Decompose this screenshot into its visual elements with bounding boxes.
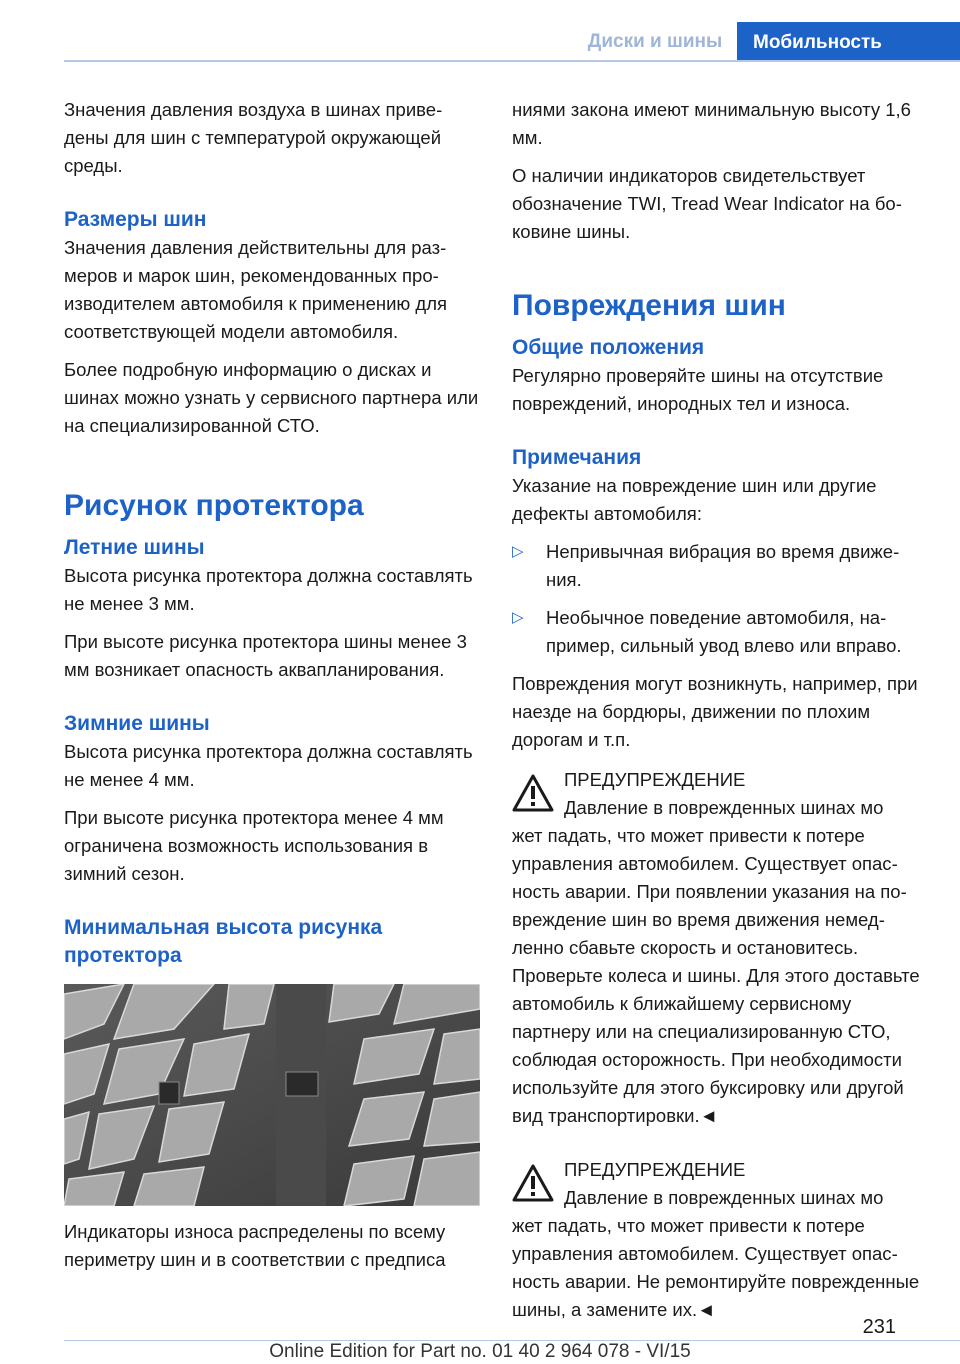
figure-caption: Индикаторы износа распределены по всему периметру шин и в соответствии с предписа [64, 1221, 446, 1270]
triangle-bullet-icon: ▷ [512, 609, 524, 626]
tire-sizes-paragraph-2: Более подробную информацию о дисках и шинах можно узнать у сервисного партнера или на специализированной СТО. [64, 359, 479, 436]
list-item [512, 604, 928, 660]
tire-tread-illustration [64, 984, 480, 1206]
warning-triangle-icon [512, 1156, 564, 1212]
triangle-bullet-icon: ▷ [512, 543, 524, 560]
header-section-title: Диски и шины [587, 31, 723, 52]
summer-paragraph-1: Высота рисунка протектора должна составлять не менее 3 мм. [64, 565, 473, 614]
winter-paragraph-2: При высоте рисунка протектора менее 4 мм ограничена возможность использования в зимний сезон. [64, 807, 444, 884]
list-item-text: Непривычная вибрация во время движения. [546, 541, 900, 590]
continued-paragraph-2: О наличии индикаторов свидетельствует обозначение TWI, Tread Wear Indicator на боковине шины. [512, 165, 902, 242]
notes-paragraph: Указание на повреждение шин или другие дефекты автомобиля: [512, 475, 877, 524]
warning-block-1 [512, 766, 928, 1130]
footer-edition: Online Edition for Part no. 01 40 2 964 078 - VI/15 [269, 1341, 691, 1362]
notes-heading: Примечания [512, 446, 642, 469]
warning-1-text: жет падать, что может привести к потере управления автомобилем. Существует опасность аварии. При появлении указания на повреждение шин во время движения немедленно сбавьте скорость и остановитесь. Проверьте колеса и шины. Для этого доставьте автомобиль к ближайшему сервисному партнеру или на специализированную СТО, соблюдая осторожность. При необходимости используйте для этого буксировку или другой вид транспортировки.◄ [512, 825, 920, 1126]
list-item [512, 538, 928, 594]
tire-damage-heading: Повреждения шин [512, 289, 786, 322]
warning-2-title: ПРЕДУПРЕЖДЕНИЕ [564, 1159, 746, 1180]
tire-sizes-paragraph-1: Значения давления действительны для размеров и марок шин, рекомендованных производителем автомобиля к применению для соответствующей модели автомобиля. [64, 237, 448, 342]
summer-tires-heading: Летние шины [64, 536, 205, 559]
warning-block-2 [512, 1156, 928, 1324]
header-chapter-tab: Мобильность [737, 22, 960, 62]
tread-heading: Рисунок протектора [64, 489, 364, 522]
general-heading: Общие положения [512, 336, 705, 359]
intro-paragraph: Значения давления воздуха в шинах приведены для шин с температурой окружающей среды. [64, 99, 443, 176]
list-item-text: Необычное поведение автомобиля, например, сильный увод влево или вправо. [546, 607, 902, 656]
warning-2-lead: Давление в поврежденных шинах мо [564, 1187, 884, 1208]
winter-tires-heading: Зимние шины [64, 712, 210, 735]
continued-paragraph-1: ниями закона имеют минимальную высоту 1,6 мм. [512, 99, 911, 148]
warning-2-text: жет падать, что может привести к потере управления автомобилем. Существует опасность аварии. Не ремонтируйте поврежденные шины, а замените их.◄ [512, 1215, 920, 1320]
header-rule [64, 60, 960, 62]
page-number: 231 [862, 1316, 896, 1338]
tread-wear-indicator-image [64, 984, 480, 1206]
warning-triangle-icon [512, 766, 564, 822]
summer-paragraph-2: При высоте рисунка протектора шины менее 3 мм возникает опасность аквапланирования. [64, 631, 467, 680]
left-column [64, 96, 480, 1284]
warning-1-title: ПРЕДУПРЕЖДЕНИЕ [564, 769, 746, 790]
right-column [512, 96, 928, 1324]
warning-1-lead: Давление в поврежденных шинах мо [564, 797, 884, 818]
general-paragraph: Регулярно проверяйте шины на отсутствие повреждений, инородных тел и износа. [512, 365, 884, 414]
winter-paragraph-1: Высота рисунка протектора должна составлять не менее 4 мм. [64, 741, 473, 790]
notes-paragraph-2: Повреждения могут возникнуть, например, при наезде на бордюры, движении по плохим дорогам и т.п. [512, 673, 918, 750]
min-tread-heading: Минимальная высота рисунка протектора [64, 916, 383, 967]
tire-sizes-heading: Размеры шин [64, 208, 207, 231]
